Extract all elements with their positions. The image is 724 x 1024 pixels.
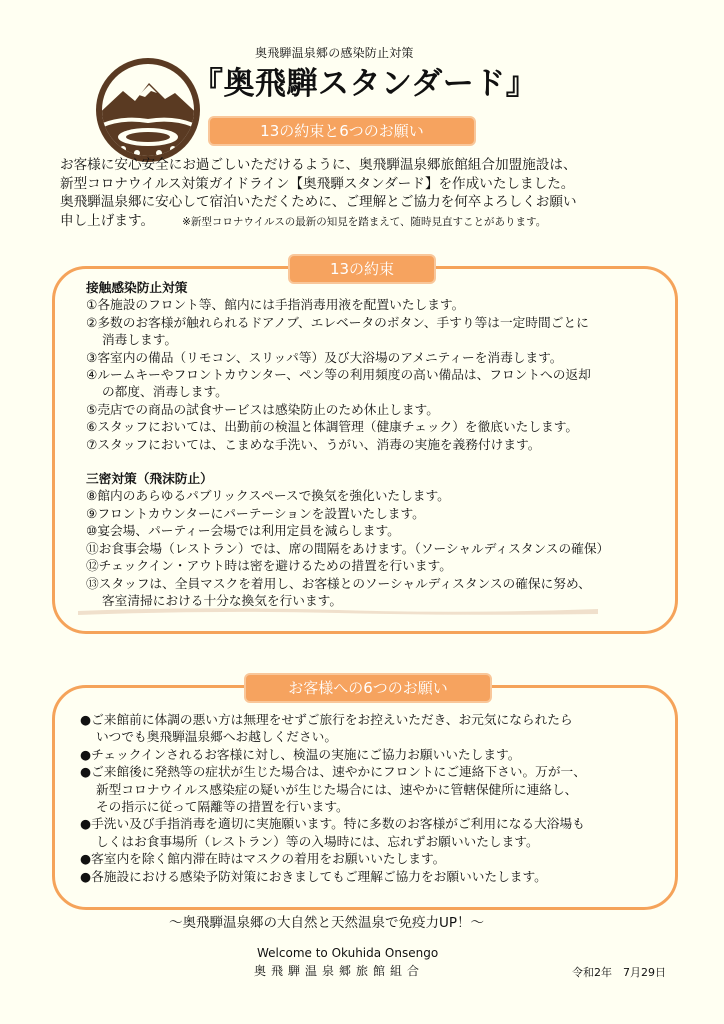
request-item-line: ●手洗い及び手指消毒を適切に実施願います。特に多数のお客様がご利用になる大浴場も (80, 816, 585, 832)
requests-heading-badge: お客様への6つのお願い (244, 673, 492, 703)
promise-item-line: ⑥スタッフにおいては、出勤前の検温と体調管理（健康チェック）を徹底いたします。 (86, 419, 579, 435)
association-name: 奥飛騨温泉郷旅館組合 (254, 964, 425, 978)
promise-item (86, 575, 678, 610)
request-item (80, 868, 680, 885)
section-title: 接触感染防止対策 (86, 280, 188, 295)
promise-item (86, 436, 678, 453)
contact-infection-list (86, 296, 678, 453)
request-item-line: ●チェックインされるお客様に対し、検温の実施にご協力お願いいたします。 (80, 746, 521, 762)
promise-item (86, 522, 678, 539)
promise-item (86, 418, 678, 435)
intro-line: 奥飛騨温泉郷に安心して宿泊いただくために、ご理解とご協力を何卒よろしくお願い (60, 194, 577, 210)
promise-item-line: ⑫チェックイン・アウト時は密を避けるための措置を行います。 (86, 558, 452, 574)
promise-item-line: ⑧館内のあらゆるパブリックスペースで換気を強化いたします。 (86, 488, 450, 504)
promise-item-line: ⑬スタッフは、全員マスクを着用し、お客様とのソーシャルディスタンスの確保に努め、 (86, 575, 591, 591)
intro-line: 申し上げます。 (60, 212, 155, 229)
request-item (80, 850, 680, 867)
request-item-line: その指示に従って隔離等の措置を行います。 (96, 799, 349, 815)
promise-item-line: ⑦スタッフにおいては、こまめな手洗い、うがい、消毒の実施を義務付けます。 (86, 436, 541, 452)
request-item-line: 新型コロナウイルス感染症の疑いが生じた場合には、速やかに管轄保健所に連絡し、 (96, 781, 578, 797)
request-item-line: ●客室内を除く館内滞在時はマスクの着用をお願いいたします。 (80, 851, 446, 867)
promise-item-line: 消毒します。 (102, 332, 178, 348)
request-item-line: ●ご来館前に体調の悪い方は無理をせずご旅行をお控えいただき、お元気になられたら (80, 712, 573, 727)
promise-item-line: ①各施設のフロント等、館内には手指消毒用液を配置いたします。 (86, 297, 465, 313)
page-subtitle: 奥飛騨温泉郷の感染防止対策 (255, 46, 414, 60)
welcome-text: Welcome to Okuhida Onsengo (257, 946, 439, 960)
promise-item (86, 296, 678, 313)
promises-heading-badge: 13の約束 (288, 254, 436, 284)
promise-item (86, 540, 678, 557)
promise-item-line: ⑤売店での商品の試食サービスは感染防止のため休止します。 (86, 401, 439, 417)
intro-line: 新型コロナウイルス対策ガイドライン【奥飛騨スタンダード】を作成いたしました。 (60, 175, 575, 192)
request-item-line: ●各施設における感染予防対策におきましてもご理解ご協力をお願いいたします。 (80, 868, 547, 884)
promise-item-line: ⑪お食事会場（レストラン）では、席の間隔をあけます。（ソーシャルディスタンスの確保） (86, 540, 610, 556)
promise-item-line: の都度、消毒します。 (102, 384, 228, 400)
request-item (80, 746, 680, 763)
intro-heading-badge: 13の約束と6つのお願い (208, 116, 476, 146)
promise-item (86, 505, 678, 522)
promise-item-line: ⑨フロントカウンターにパーテーションを設置いたします。 (86, 505, 425, 521)
section-title: 三密対策（飛沫防止） (86, 471, 213, 487)
promises-list (86, 279, 678, 609)
promise-item (86, 487, 678, 504)
request-item (80, 815, 680, 850)
requests-list (80, 711, 680, 885)
intro-paragraph (60, 156, 670, 231)
promise-item (86, 401, 678, 418)
promise-item (86, 349, 678, 366)
request-item (80, 711, 680, 746)
promise-item-line: ②多数のお客様が触れられるドアノブ、エレベータのボタン、手すり等は一定時間ごとに (86, 314, 589, 330)
promise-item-line: ④ルームキーやフロントカウンター、ペン等の利用頻度の高い備品は、フロントへの返却 (86, 367, 591, 383)
issue-date: 令和2年 7月29日 (572, 966, 666, 979)
intro-note: ※新型コロナウイルスの最新の知見を踏まえて、随時見直すことがあります。 (182, 215, 547, 228)
promise-item (86, 366, 678, 401)
slogan: ～奥飛騨温泉郷の大自然と天然温泉で免疫力UP！～ (169, 915, 485, 931)
request-item-line: いつでも奥飛騨温泉郷へお越しください。 (96, 729, 338, 745)
request-item-line: ●ご来館後に発熱等の症状が生じた場合は、速やかにフロントにご連絡下さい。万が一、 (80, 764, 586, 780)
request-item-line: しくはお食事場所（レストラン）等の入場時には、忘れずお願いいたします。 (96, 833, 539, 849)
promise-item (86, 314, 678, 349)
promise-item (86, 557, 678, 574)
intro-line: お客様に安心安全にお過ごしいただけるように、奥飛騨温泉郷旅館組合加盟施設は、 (60, 157, 577, 173)
request-item (80, 763, 680, 815)
promise-item-line: 客室清掃における十分な換気を行います。 (102, 592, 343, 608)
page-title: 『奥飛騨スタンダード』 (192, 66, 538, 102)
promise-item-line: ③客室内の備品（リモコン、スリッパ等）及び大浴場のアメニティーを消毒します。 (86, 349, 563, 365)
mountain-hot-spring-logo-icon (93, 55, 203, 165)
promise-item-line: ⑩宴会場、パーティー会場では利用定員を減らします。 (86, 523, 400, 539)
three-cs-list (86, 487, 678, 609)
